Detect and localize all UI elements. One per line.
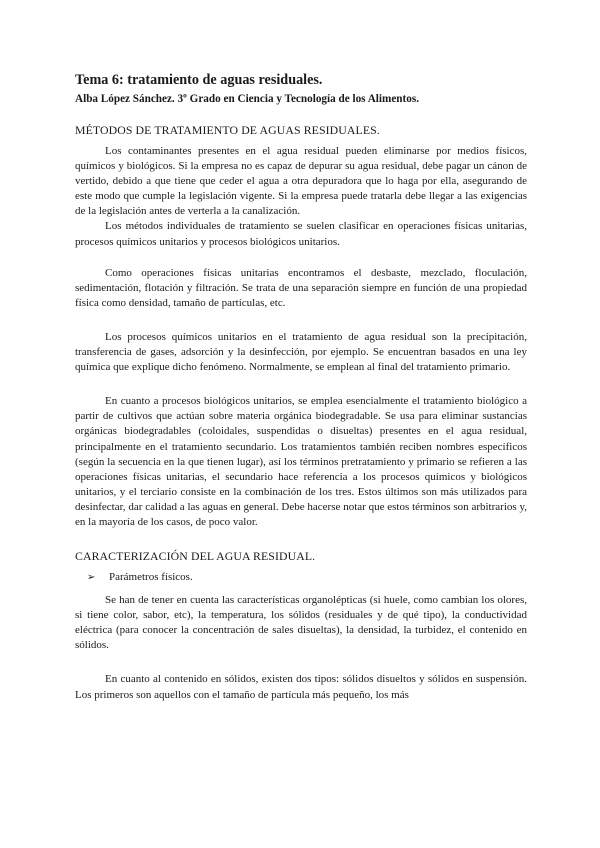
spacer — [75, 530, 527, 549]
spacer — [75, 311, 527, 330]
section-heading-characterization: CARACTERIZACIÓN DEL AGUA RESIDUAL. — [75, 549, 316, 564]
document-title: Tema 6: tratamiento de aguas residuales. — [75, 72, 323, 88]
bullet-label: Parámetros físicos. — [109, 571, 193, 584]
author-line: Alba López Sánchez. 3º Grado en Ciencia y Tecnología de los Alimentos. — [75, 93, 419, 105]
paragraph: Los procesos químicos unitarios en el tratamiento de agua residual son la precipitación, transferencia de gases, adsorción y la desinfección, por ejemplo. Se encuentran basados en una ley química que explique dicho fenómeno. Normalmente, se emplean al final del tratamiento primario. — [75, 330, 527, 374]
section-heading-methods: MÉTODOS DE TRATAMIENTO DE AGUAS RESIDUALES. — [75, 123, 380, 137]
paragraph: En cuanto a procesos biológicos unitarios, se emplea esencialmente el tratamiento biológico a partir de cultivos que actúan sobre materia orgánica biodegradable. Se usa para eliminar sustancias orgánicas biodegradables (coloidales, suspendidas o disueltas) presentes en el agua residual, principalmente en el tratamiento secundario. Los tratamientos también reciben nombres específicos (según la secuencia en la que tienen lugar), así los términos pretratamiento y primario se refieren a las operaciones físicas unitarias, el secundario hace referencia a los procesos químicos y biológicos unitarios, y el terciario consiste en la combinación de los tres. Estos últimos son más utilizados para desinfectar, dar calidad a las aguas en general. Debe hacerse notar que estos términos son arbitrarios y, en la mayoría de los casos, de poco valor. — [75, 395, 527, 528]
paragraph: Los contaminantes presentes en el agua residual pueden eliminarse por medios físicos, químicos y biológicos. Si la empresa no es capaz de depurar su agua residual, debe pagar un cánon de vertido, debido a que tiene que ceder el agua a otra depuradora que lo haga por ella, asegurando de este modo que cumple la legislación vigente. Si la empresa puede tratarla debe llegar a las exigencias de la legislación antes de verterla a la canalización. — [75, 145, 527, 218]
spacer — [75, 375, 527, 394]
paragraph: Se han de tener en cuenta las características organolépticas (si huele, como cambian los olores, si tiene color, sabor, etc), la temperatura, los sólidos (residuales y de qué tipo), la conductividad eléctrica (para conocer la concentración de sales disueltas), la densidad, la turbidez, el contenido en sólidos. — [75, 594, 527, 652]
paragraph: Como operaciones físicas unitarias encontramos el desbaste, mezclado, floculación, sedimentación, flotación y filtración. Se trata de una separación siempre en función de una propiedad física como densidad, tamaño de partículas, etc. — [75, 266, 527, 309]
paragraph: En cuanto al contenido en sólidos, existen dos tipos: sólidos disueltos y sólidos en suspensión. Los primeros son aquellos con el tamaño de partícula más pequeño, los más — [75, 673, 527, 701]
arrow-bullet-icon: ➢ — [87, 572, 96, 584]
spacer — [75, 250, 527, 266]
spacer — [75, 653, 527, 672]
paragraph: Los métodos individuales de tratamiento se suelen clasificar en operaciones físicas unitarias, procesos químicos unitarios y procesos biológicos unitarios. — [75, 220, 527, 248]
bullet-item — [87, 570, 527, 585]
